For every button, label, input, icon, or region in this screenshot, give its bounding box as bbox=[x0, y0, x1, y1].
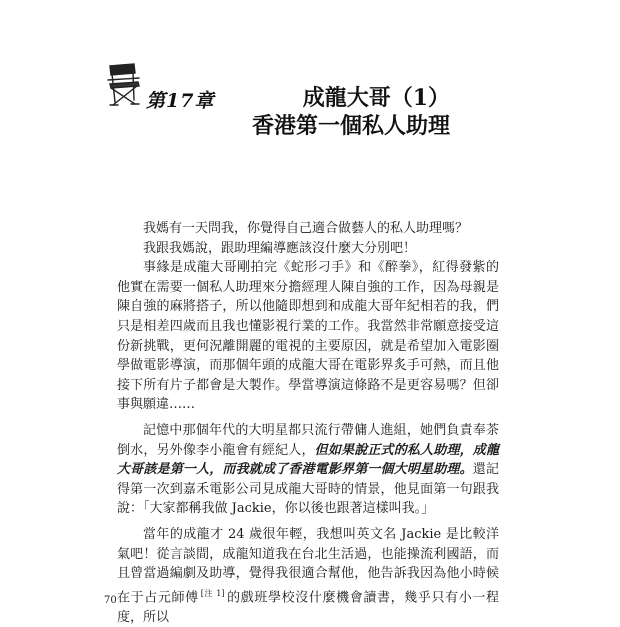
paragraph-4-emphasis: 但如果說正式的私人助理，成龍大哥該是第一人，而我就成了香港電影界第一個大明星助理。 bbox=[117, 442, 499, 478]
paragraph-1: 我媽有一天問我，你覺得自己適合做藝人的私人助理嗎？ bbox=[143, 221, 469, 236]
chapter-title-line-1: 成龍大哥（1） bbox=[302, 85, 450, 111]
paragraph-4-text-b: 還記得第一次到嘉禾電影公司見成龍大哥時的情景，他見面第一句跟我說：「大家都稱我做 Jackie，你以後也跟著這樣叫我。」 bbox=[117, 462, 499, 517]
director-chair-icon bbox=[104, 62, 144, 108]
paragraph-5-text-a: 當年的成龍才 24 歲很年輕，我想叫英文名 Jackie 是比較洋氣吧！從言談間，成龍知道我在台北生活過，也能操流利國語，而且曾當過編劇及助導，覺得我很適合幫他，他告訴我因為他小時候在于占元師傅 bbox=[117, 526, 499, 606]
paragraph-5 bbox=[117, 525, 499, 627]
chapter-title-line-2: 香港第一個私人助理 bbox=[251, 113, 450, 139]
paragraph-4 bbox=[117, 421, 499, 519]
paragraph-2: 我跟我媽說，跟助理編導應該沒什麼大分別吧！ bbox=[143, 240, 417, 256]
page-number: 70 bbox=[104, 595, 117, 606]
body-text bbox=[117, 219, 499, 627]
chapter-label: 第17章 bbox=[146, 90, 215, 112]
paragraph-3: 事緣是成龍大哥剛拍完《蛇形刁手》和《醉拳》，紅得發紫的他實在需要一個私人助理來分擔經理人陳自強的工作，因為母親是陳自強的麻將搭子，所以他隨即想到和成龍大哥年紀相若的我，們只是相差四歲而且我也懂影視行業的工作。我當然非常願意接受這份新挑戰，更何況離開麗的電視的主要原因，就是希望加入電影圈學做電影導演，而那個年頭的成龍大哥在電影界炙手可熱，而且他接下所有片子都會是大製作。學當導演這條路不是更容易嗎？但卻事與願違…… bbox=[117, 260, 499, 413]
paragraph-5-text-b: 的戲班學校沒什麼機會讀書，幾乎只有小一程度，所以 bbox=[117, 590, 499, 625]
chapter-title bbox=[252, 84, 450, 140]
paragraph-4-text-a: 記憶中那個年代的大明星都只流行帶傭人進組，她們負責奉茶倒水，另外像李小龍會有經紀人， bbox=[117, 422, 499, 458]
footnote-reference: [注 1] bbox=[200, 588, 225, 598]
